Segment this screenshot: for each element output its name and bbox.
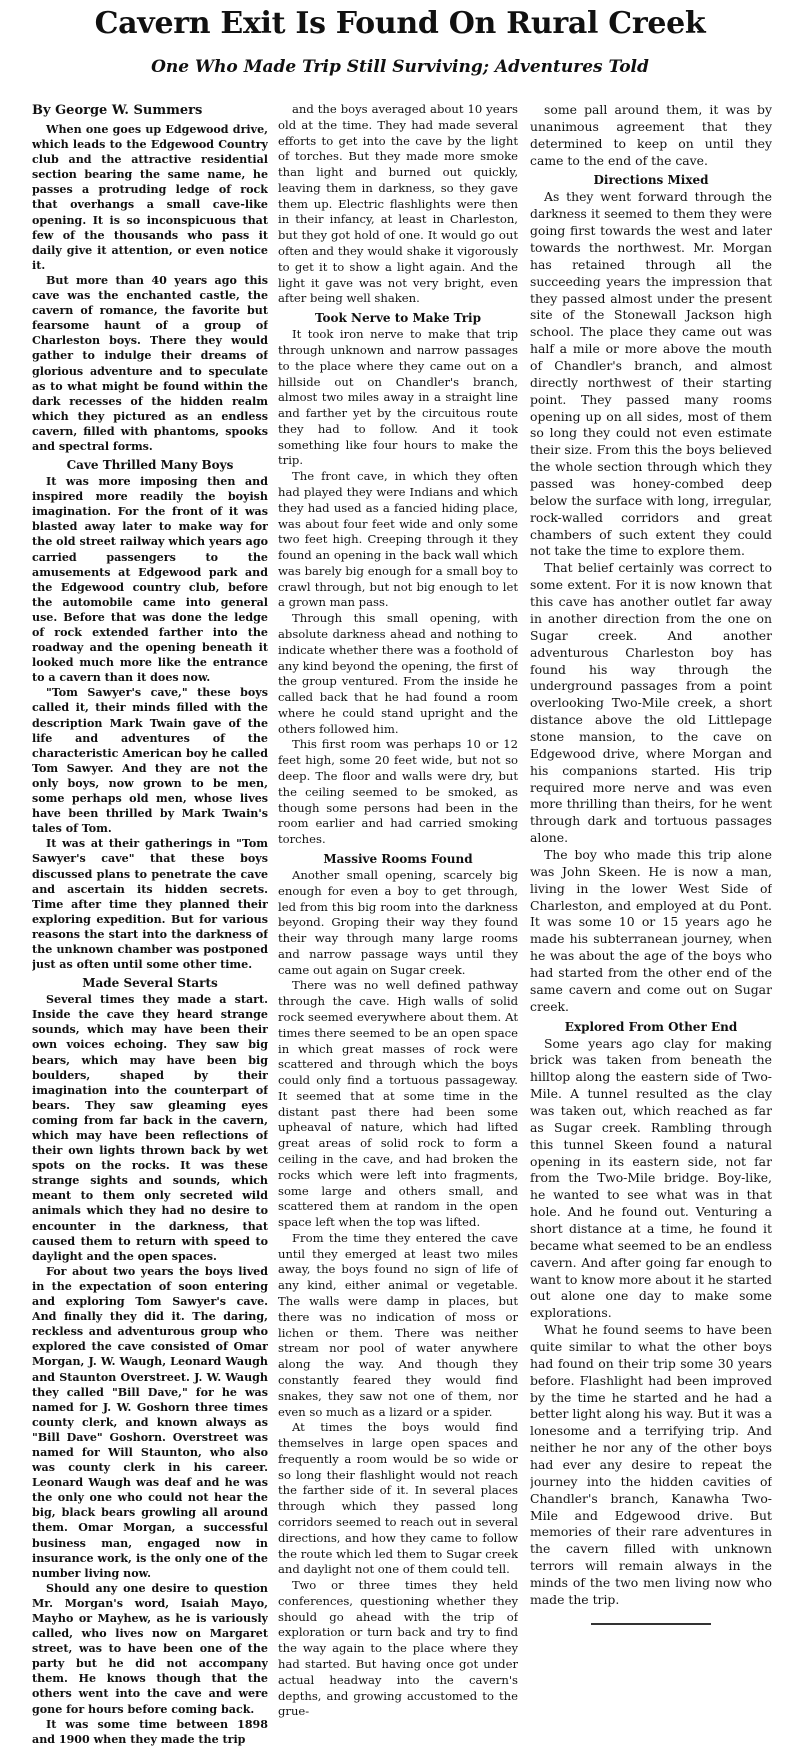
paragraph: But more than 40 years ago this cave was the enchanted castle, the cavern of romance, the favorite but fearsome haunt of a group of Charleston boys. There they would gather to indulge their dreams of glorious adventure and to speculate as to what might be found within the dark recesses of the hidden realm which they pictured as an endless cavern, filled with phantoms, spooks and spectral forms. [32,273,268,453]
section-heading: Took Nerve to Make Trip [314,311,481,326]
paragraph: For about two years the boys lived in the expectation of soon entering and exploring Tom Sawyer's cave. And finally they did it. The daring, reckless and adventurous group who explored the cave consisted of Omar Morgan, J. W. Waugh, Leonard Waugh and Staunton Overstreet. J. W. Waugh they called "Bill Dave," for he was named for J. W. Goshorn three times county clerk, and known always as "Bill Dave" Goshorn. Overstreet was named for Will Staunton, who also was county clerk in his career. Leonard Waugh was deaf and he was the only one who could not hear the big, black bears growling all around them. Omar Morgan, a successful business man, engaged now in insurance work, is the only one of the number living now. [32,1264,268,1580]
column-2 [278,102,518,1750]
section-heading: Explored From Other End [564,1019,738,1034]
paragraph: Several times they made a start. Inside the cave they heard strange sounds, which may have been their own voices echoing. They saw big bears, which may have been big boulders, shaped by their imagination into the counterpart of bears. They saw gleaming eyes coming from far back in the cavern, which may have been reflections of their own lights thrown back by wet spots on the rocks. It was these strange sights and sounds, which meant to them only secreted wild animals which they had no desire to encounter in the darkness, that caused them to return with speed to daylight and the open spaces. [32,993,268,1263]
section-heading: Made Several Starts [82,976,218,991]
paragraph: What he found seems to have been quite similar to what the other boys had found on their trip some 30 years before. Flashlight had been improved by the time he started and he had a better light along his way. But it was a lonesome and a terrifying trip. And neither he nor any of the other boys had ever any desire to repeat the journey into the hidden cavities of Chandler's branch, Kanawha Two-Mile and Edgewood drive. But memories of their rare adventures in the cavern filled with unknown terrors will remain always in the minds of the two men living now who made the trip. [530,1322,772,1607]
paragraph: It took iron nerve to make that trip through unknown and narrow passages to the place where they came out on a hillside out on Chandler's branch, almost two miles away in a straight line and farther yet by the circuitous route they had to follow. And it took something like four hours to make the trip. [278,327,518,468]
paragraph: There was no well defined pathway through the cave. High walls of solid rock seemed everywhere about them. At times there seemed to be an open space in which great masses of rock were scattered and through which the boys could only find a tortuous passageway. It seemed that at some time in the distant past there had been some upheaval of nature, which had lifted great areas of solid rock to form a ceiling in the cave, and had broken the rocks which were left into fragments, some large and others small, and scattered them at random in the open space left when the top was lifted. [278,978,518,1230]
section-heading: Massive Rooms Found [323,851,473,866]
paragraph: The front cave, in which they often had played they were Indians and which they had used as a fancied hiding place, was about four feet wide and only some two feet high. Creeping through it they found an opening in the back wall which was barely big enough for a small boy to crawl through, but not big enough to let a grown man pass. [278,469,518,610]
paragraph: Two or three times they held conferences, questioning whether they should go ahead with the trip of exploration or turn back and try to find the way again to the place where they had started. But having once got under actual headway into the cavern's depths, and growing accustomed to the grue- [278,1578,518,1719]
paragraph: Through this small opening, with absolute darkness ahead and nothing to indicate whether there was a foothold of any kind beyond the opening, the first of the group ventured. From the inside he called back that he had found a room where he could stand upright and the others followed him. [278,611,518,736]
paragraph: The boy who made this trip alone was John Skeen. He is now a man, living in the lower West Side of Charleston, and employed at du Pont. It was some 10 or 15 years ago he made his subterranean journey, when he was about the age of the boys who had started from the other end of the same cavern and come out on Sugar creek. [530,846,772,1014]
section-heading: Cave Thrilled Many Boys [66,458,234,473]
paragraph: some pall around them, it was by unanimous agreement that they determined to keep on until they came to the end of the cave. [530,102,772,168]
paragraph: It was more imposing then and inspired more readily the boyish imagination. For the front of it was blasted away later to make way for the old street railway which years ago carried passengers to the amusements at Edgewood park and the Edgewood country club, before the automobile came into general use. Before that was done the ledge of rock extended farther into the roadway and the opening beneath it looked much more like the entrance to a cavern than it does now. [32,475,268,685]
paragraph: It was some time between 1898 and 1900 when they made the trip [32,1717,268,1746]
paragraph: Another small opening, scarcely big enough for even a boy to get through, led from this big room into the darkness beyond. Groping their way they found their way through many large rooms and narrow passage ways until they came out again on Sugar creek. [278,867,518,977]
column-3 [530,102,772,1750]
paragraph: and the boys averaged about 10 years old at the time. They had made several efforts to get into the cave by the light of torches. But they made more smoke than light and burned out quickly, leaving them in darkness, so they gave them up. Electric flashlights were then in their infancy, at least in Charleston, but they got hold of one. It would go out often and they would shake it vigorously to get it to show a light again. And the light it gave was not very bright, even after being well shaken. [278,102,518,306]
paragraph: As they went forward through the darkness it seemed to them they were going first towards the west and later towards the northwest. Mr. Morgan has retained through all the succeeding years the impression that they passed almost under the present site of the Stonewall Jackson high school. The place they came out was half a mile or more above the mouth of Chandler's branch, and almost directly northwest of their starting point. They passed many rooms opening up on all sides, most of them so long they could not even estimate their size. From this the boys believed the whole section through which they passed was honey-combed deep below the surface with long, irregular, rock-walled corridors and great chambers of such extent they could not take the time to explore them. [530,189,772,559]
paragraph: At times the boys would find themselves in large open spaces and frequently a room would be so wide or so long their flashlight would not reach the farther side of it. In several places through which they passed long corridors seemed to reach out in several directions, and how they came to follow the route which led them to Sugar creek and daylight not one of them could tell. [278,1420,518,1577]
paragraph: When one goes up Edgewood drive, which leads to the Edgewood Country club and the attractive residential section bearing the same name, he passes a protruding ledge of rock that overhangs a small cave-like opening. It is so inconspicuous that few of the thousands who pass it daily give it attention, or even notice it. [32,123,268,272]
paragraph: That belief certainly was correct to some extent. For it is now known that this cave has another outlet far away in another direction from the one on Sugar creek. And another adventurous Charleston boy has found his way through the underground passages from a point overlooking Two-Mile creek, a short distance above the old Littlepage stone mansion, to the cave on Edgewood drive, where Morgan and his companions started. His trip required more nerve and was even more thrilling than theirs, for he went through dark and tortuous passages alone. [530,560,772,846]
paragraph: Some years ago clay for making brick was taken from beneath the hilltop along the eastern side of Two-Mile. A tunnel resulted as the clay was taken out, which reached as far as Sugar creek. Rambling through this tunnel Skeen found a natural opening in its eastern side, not far from the Two-Mile bridge. Boy-like, he wanted to see what was in that hole. And he found out. Venturing a short distance at a time, he found it became what seemed to be an endless cavern. And after going far enough to want to know more about it he started out alone one day to make some explorations. [530,1035,772,1321]
paragraph: From the time they entered the cave until they emerged at least two miles away, the boys found no sign of life of any kind, either animal or vegetable. The walls were damp in places, but there was no indication of moss or lichen or them. There was neither stream nor pool of water anywhere along the way. And though they constantly feared they would find snakes, they saw not one of them, nor even so much as a lizard or a spider. [278,1230,518,1419]
end-rule-divider [591,1623,711,1625]
paragraph: It was at their gatherings in "Tom Sawyer's cave" that these boys discussed plans to penetrate the cave and ascertain its hidden secrets. Time after time they planned their exploring expedition. But for various reasons the start into the darkness of the unknown chamber was postponed just as often until some other time. [32,837,268,972]
headline: Cavern Exit Is Found On Rural Creek [94,6,706,41]
subheadline: One Who Made Trip Still Surviving; Adventures Told [151,57,649,77]
column-1 [32,102,268,1750]
section-heading: Directions Mixed [593,173,709,188]
paragraph: This first room was perhaps 10 or 12 feet high, some 20 feet wide, but not so deep. The floor and walls were dry, but the ceiling seemed to be smoked, as though some persons had been in the room earlier and had carried smoking torches. [278,737,518,847]
paragraph: Should any one desire to question Mr. Morgan's word, Isaiah Mayo, Mayho or Mayhew, as he is variously called, who lives now on Margaret street, was to have been one of the party but he did not accompany them. He knows though that the others went into the cave and were gone for hours before coming back. [32,1581,268,1716]
paragraph: "Tom Sawyer's cave," these boys called it, their minds filled with the description Mark Twain gave of the life and adventures of the characteristic American boy he called Tom Sawyer. And they are not the only boys, now grown to be men, some perhaps old men, whose lives have been thrilled by Mark Twain's tales of Tom. [32,686,268,836]
byline: By George W. Summers [32,103,203,118]
